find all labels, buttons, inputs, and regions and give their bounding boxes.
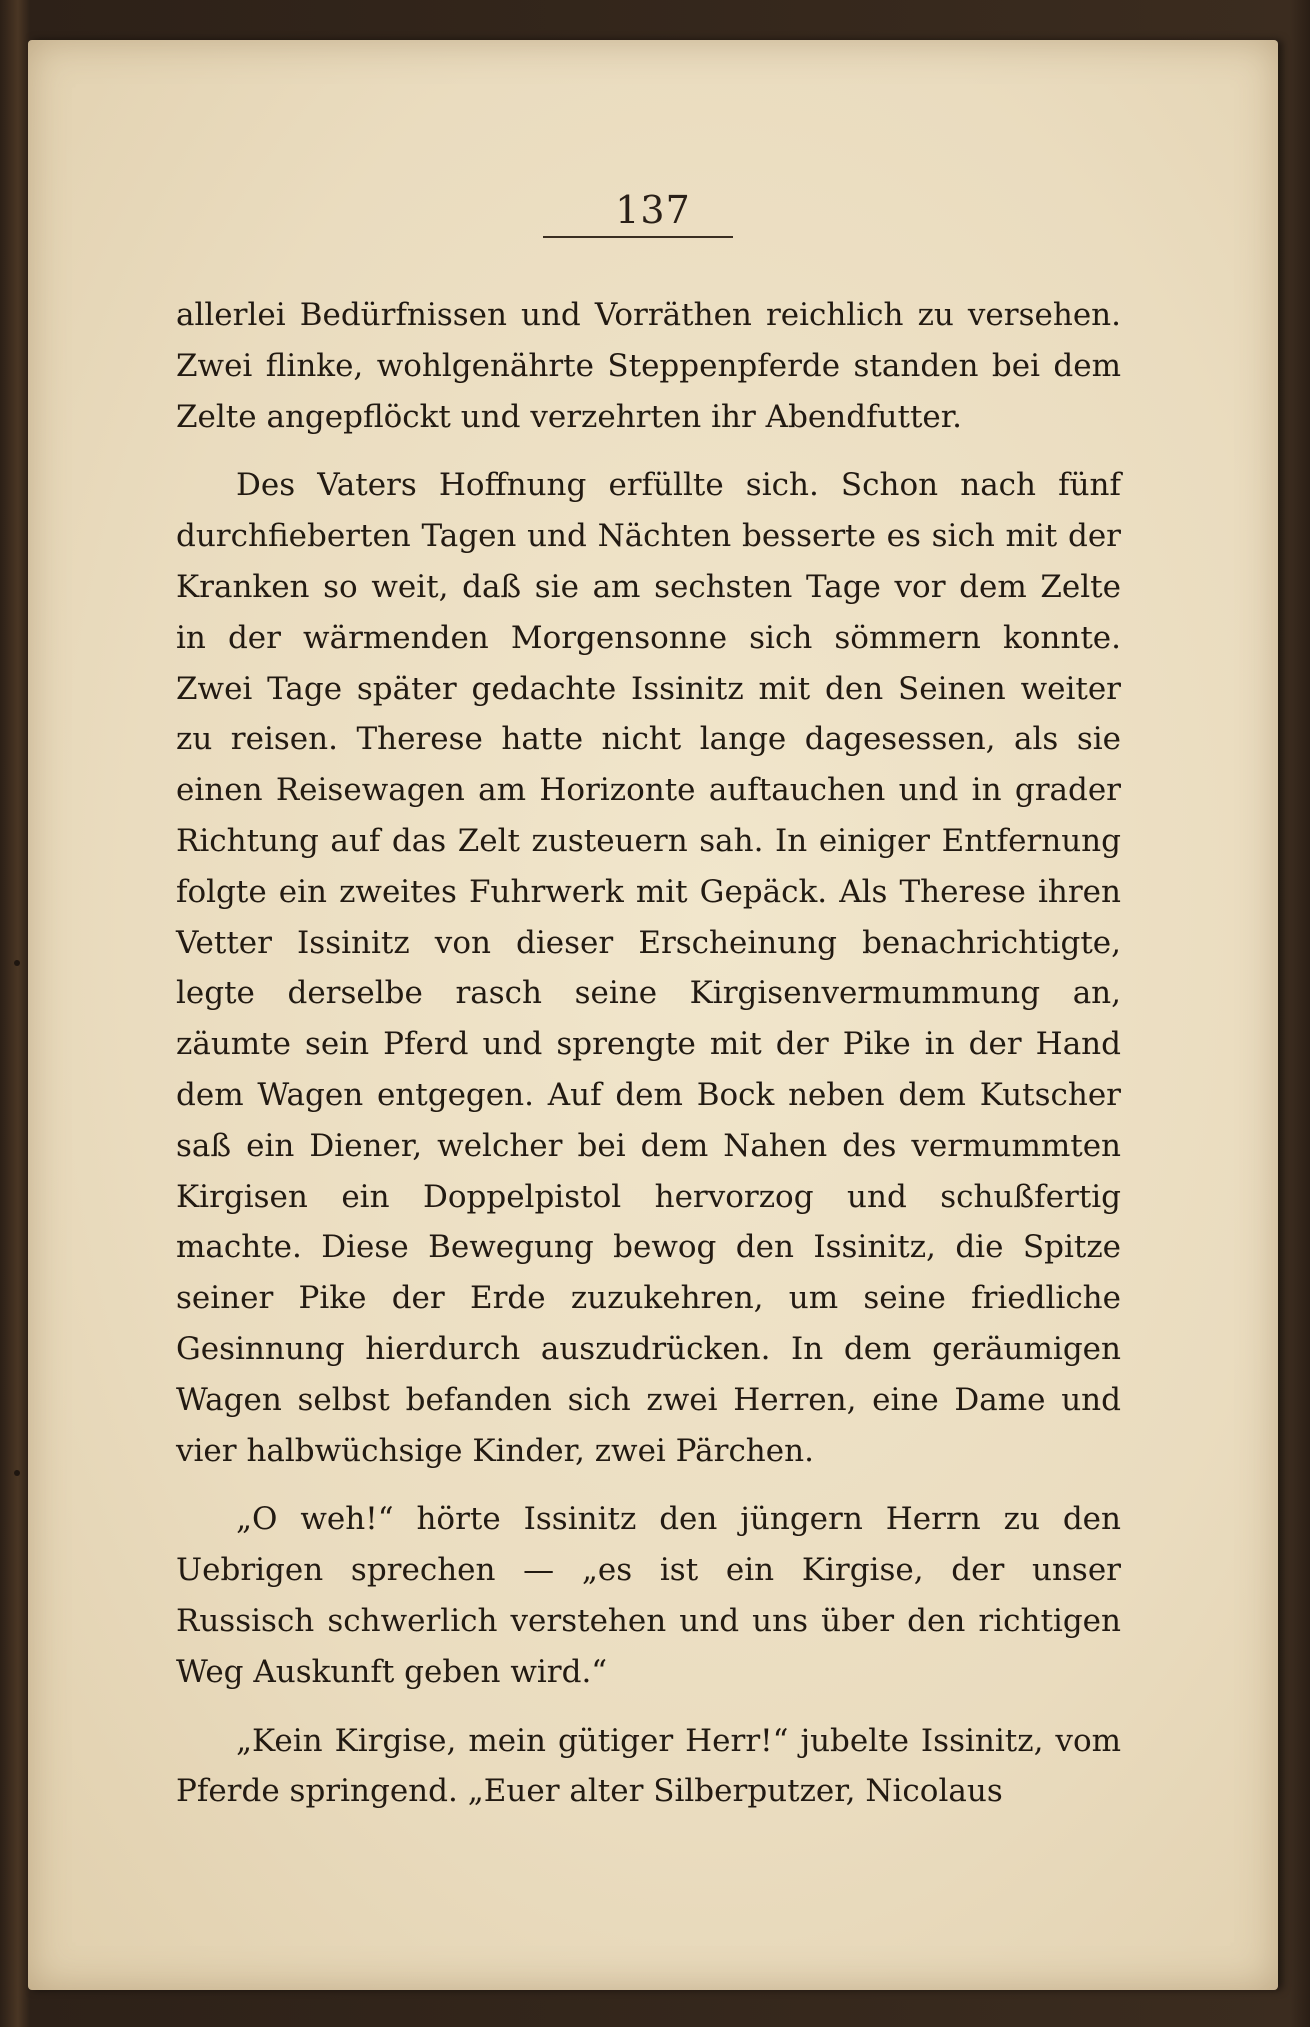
page-sheet: [28, 40, 1278, 1990]
binding-mark: [14, 960, 20, 966]
paragraph-3: „O weh!“ hörte Issinitz den jüngern Herrn zu den Uebrigen sprechen — „es ist ein Kirgise, der unser Russisch schwerlich verstehen und uns über den richtigen Weg Auskunft geben wird.“: [176, 1501, 1121, 1690]
paragraph-2: Des Vaters Hoffnung erfüllte sich. Schon nach fünf durchfieberten Tagen und Nächten besserte es sich mit der Kranken so weit, daß sie am sechsten Tage vor dem Zelte in der wärmenden Morgensonne sich sömmern konnte. Zwei Tage später gedachte Issinitz mit den Seinen weiter zu reisen. Therese hatte nicht lange dagesessen, als sie einen Reisewagen am Horizonte auftauchen und in grader Richtung auf das Zelt zusteuern sah. In einiger Entfernung folgte ein zweites Fuhrwerk mit Gepäck. Als Therese ihren Vetter Issinitz von dieser Erscheinung benachrichtigte, legte derselbe rasch seine Kirgisenvermummung an, zäumte sein Pferd und sprengte mit der Pike in der Hand dem Wagen entgegen. Auf dem Bock neben dem Kutscher saß ein Diener, welcher bei dem Nahen des vermummten Kirgisen ein Doppelpistol hervorzog und schußfertig machte. Diese Bewegung bewog den Issinitz, die Spitze seiner Pike der Erde zuzukehren, um seine friedliche Gesinnung hierdurch auszudrücken. In dem geräumigen Wagen selbst befanden sich zwei Herren, eine Dame und vier halbwüchsige Kinder, zwei Pärchen.: [176, 467, 1121, 1469]
page-number: 137: [615, 188, 691, 232]
paragraph-4: „Kein Kirgise, mein gütiger Herr!“ jubelte Issinitz, vom Pferde springend. „Euer alter Silberputzer, Nicolaus: [176, 1722, 1121, 1810]
paragraph-1: allerlei Bedürfnissen und Vorräthen reichlich zu versehen. Zwei flinke, wohlgenährte Steppenpferde standen bei dem Zelte angepflöckt und verzehrten ihr Abendfutter.: [176, 297, 1121, 435]
header-rule: [543, 236, 733, 238]
binding-mark: [14, 1470, 20, 1476]
body-text: [176, 290, 1121, 1817]
